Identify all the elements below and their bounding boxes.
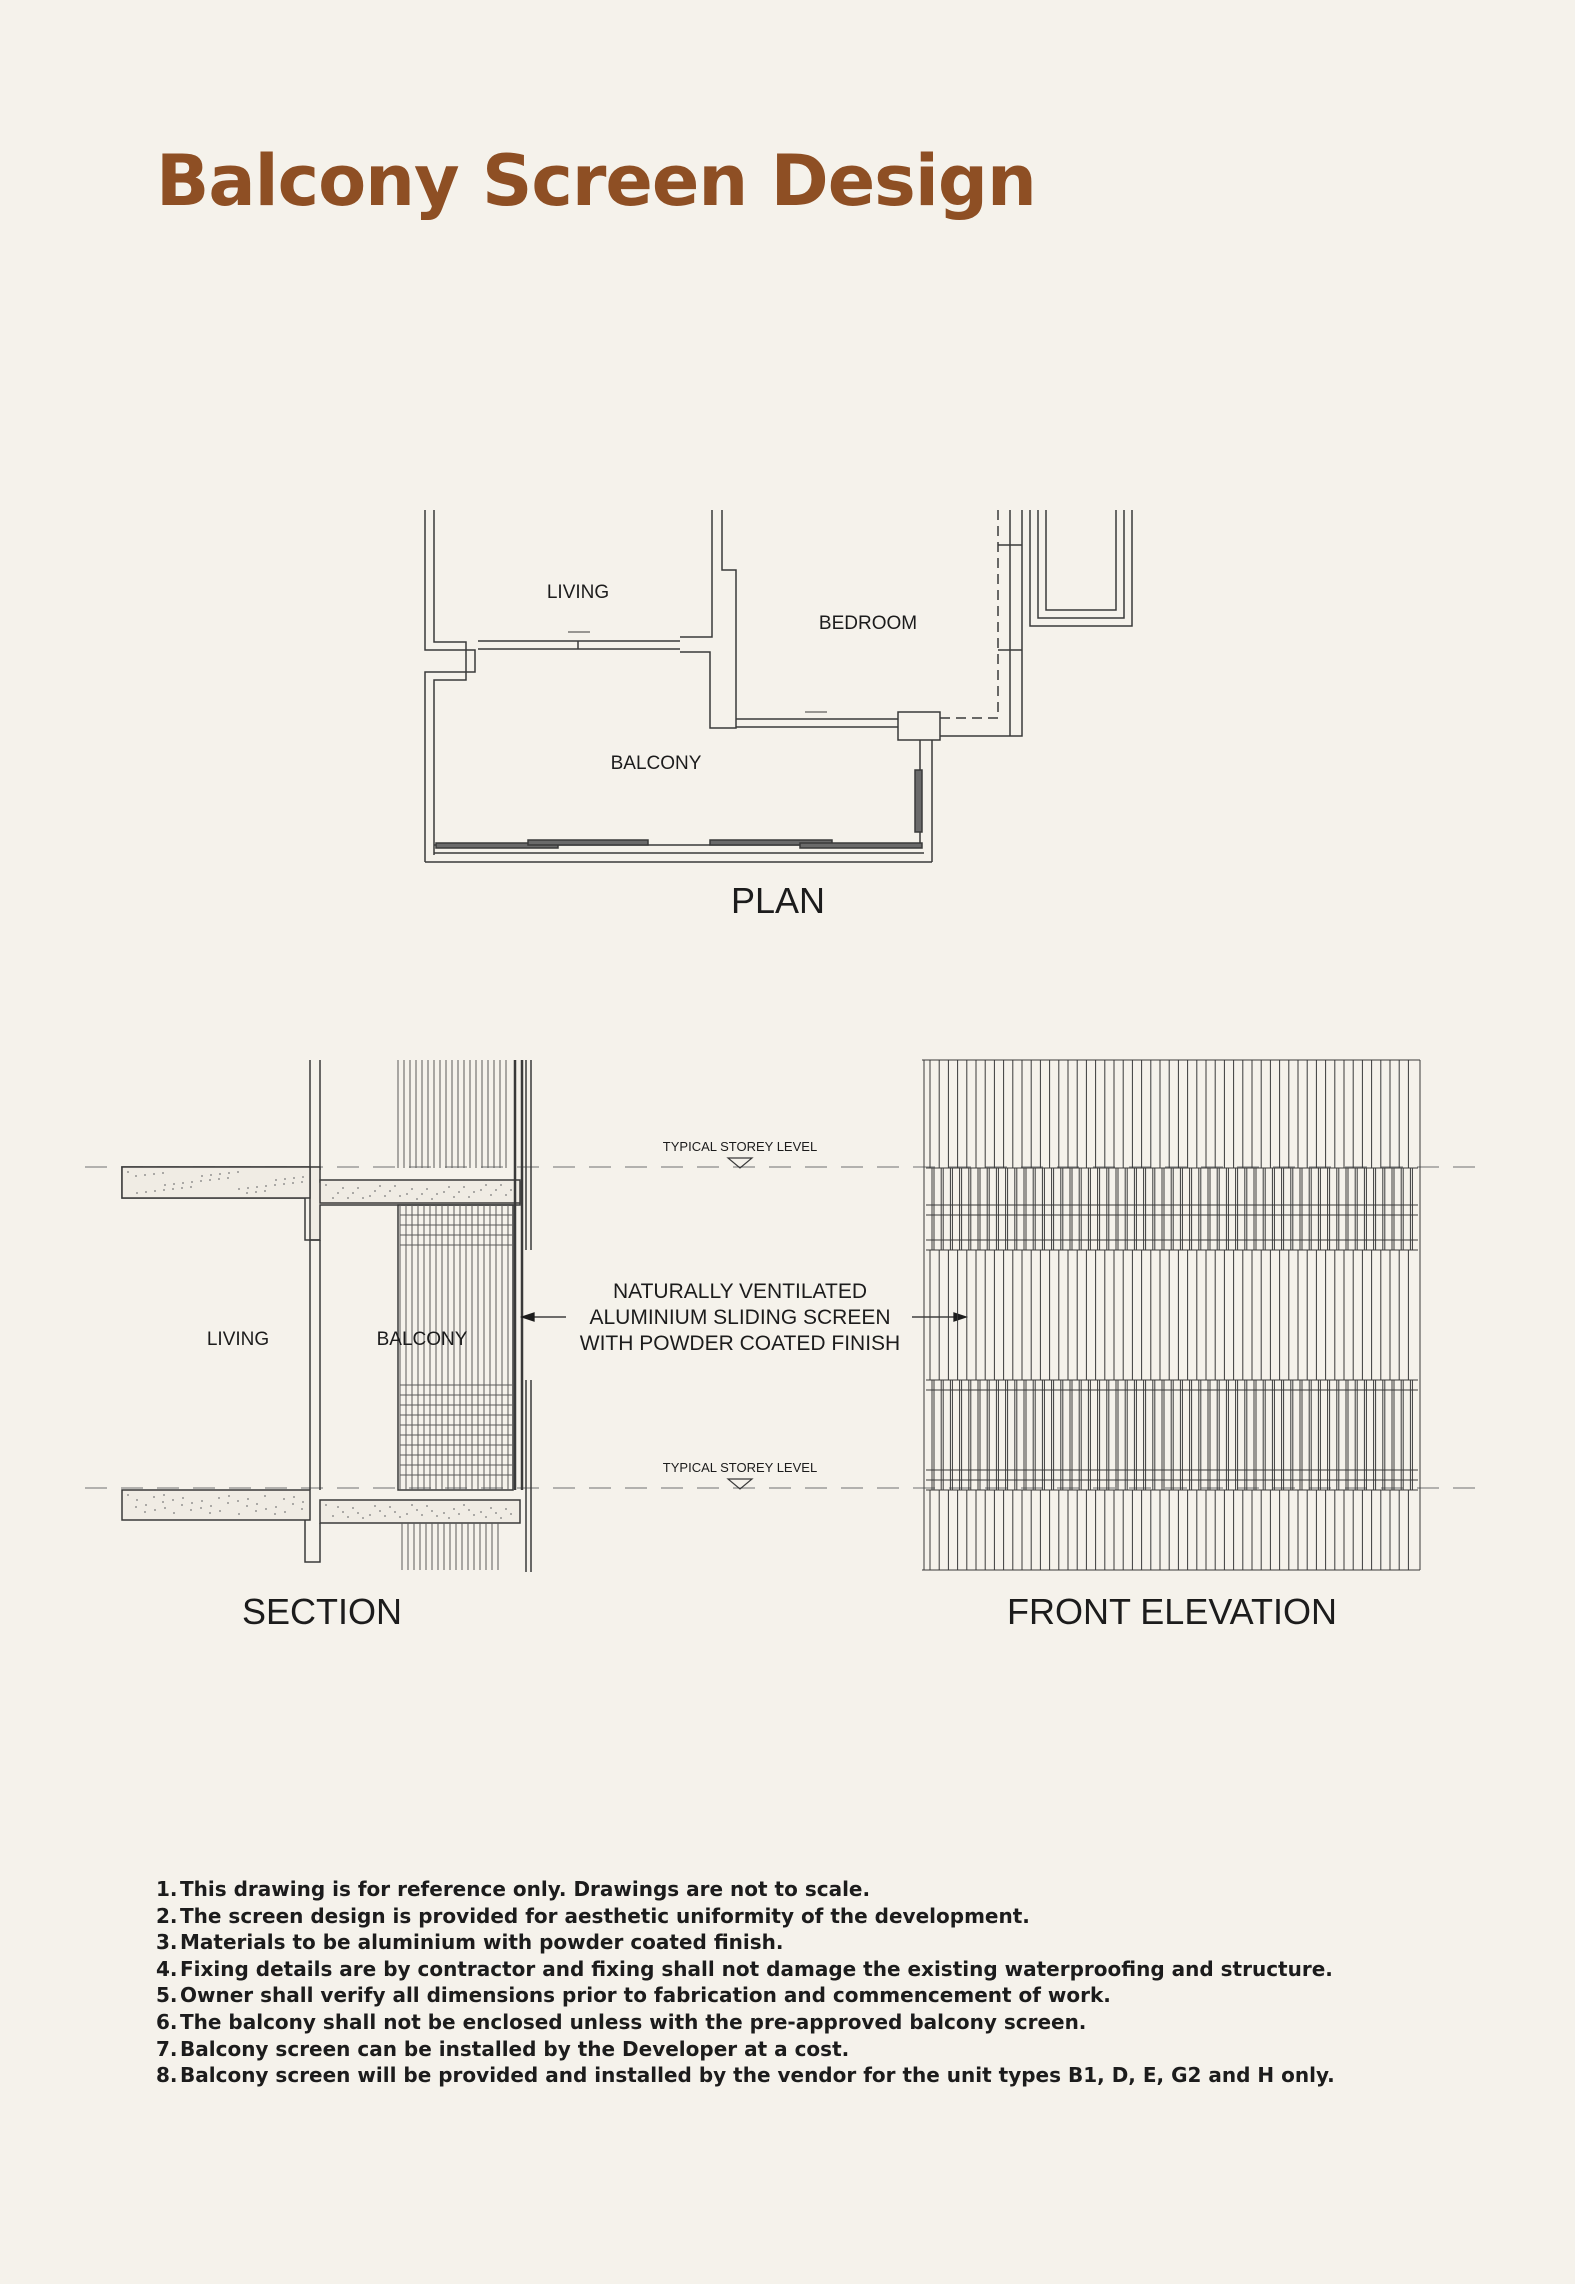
plan-drawing xyxy=(425,510,1132,862)
hatch-dot xyxy=(500,1517,502,1519)
hatch-dot xyxy=(347,1197,349,1199)
note-item xyxy=(156,2062,1335,2089)
hatch-dot xyxy=(145,1191,147,1193)
hatch-dot xyxy=(209,1512,211,1514)
hatch-dot xyxy=(182,1497,184,1499)
hatch-dot xyxy=(144,1511,146,1513)
hatch-dot xyxy=(201,1500,203,1502)
hatch-dot xyxy=(173,1512,175,1514)
hatch-dot xyxy=(480,1189,482,1191)
hatch-dot xyxy=(406,1193,408,1195)
hatch-dot xyxy=(163,1494,165,1496)
hatch-dot xyxy=(463,1186,465,1188)
hatch-dot xyxy=(201,1175,203,1177)
hatch-dot xyxy=(443,1512,445,1514)
hatch-dot xyxy=(219,1173,221,1175)
hatch-dot xyxy=(181,1504,183,1506)
hatch-dot xyxy=(431,1198,433,1200)
hatch-dot xyxy=(436,1193,438,1195)
hatch-dot xyxy=(485,1516,487,1518)
hatch-dot xyxy=(264,1495,266,1497)
hatch-dot xyxy=(302,1176,304,1178)
hatch-dot xyxy=(182,1182,184,1184)
hatch-dot xyxy=(135,1175,137,1177)
elevation-drawing xyxy=(922,1060,1420,1570)
notes-list xyxy=(156,1876,1335,2089)
hatch-dot xyxy=(495,1189,497,1191)
hatch-dot xyxy=(352,1507,354,1509)
hatch-dot xyxy=(337,1192,339,1194)
hatch-dot xyxy=(127,1494,129,1496)
hatch-dot xyxy=(384,1195,386,1197)
hatch-dot xyxy=(293,1177,295,1179)
hatch-dot xyxy=(411,1504,413,1506)
note-number: 6. xyxy=(156,2009,178,2034)
level-label-bottom: TYPICAL STOREY LEVEL xyxy=(662,1460,818,1475)
hatch-dot xyxy=(173,1183,175,1185)
hatch-dot xyxy=(436,1515,438,1517)
note-number: 3. xyxy=(156,1930,178,1955)
hatch-dot xyxy=(453,1508,455,1510)
note-item xyxy=(156,1956,1335,1983)
hatch-dot xyxy=(325,1184,327,1186)
hatch-dot xyxy=(416,1509,418,1511)
note-text: Balcony screen can be installed by the Developer at a cost. xyxy=(180,2036,850,2061)
note-item xyxy=(156,2036,1335,2063)
hatch-dot xyxy=(283,1183,285,1185)
hatch-dot xyxy=(274,1184,276,1186)
plan-label-balcony: BALCONY xyxy=(610,753,702,774)
note-number: 5. xyxy=(156,1983,178,2008)
hatch-dot xyxy=(190,1509,192,1511)
hatch-dot xyxy=(256,1503,258,1505)
hatch-dot xyxy=(394,1185,396,1187)
annotation-line-3: WITH POWDER COATED FINISH xyxy=(579,1332,901,1355)
hatch-dot xyxy=(374,1505,376,1507)
note-item xyxy=(156,2009,1335,2036)
hatch-dot xyxy=(399,1516,401,1518)
hatch-dot xyxy=(374,1190,376,1192)
hatch-dot xyxy=(293,1496,295,1498)
hatch-dot xyxy=(228,1495,230,1497)
hatch-dot xyxy=(416,1198,418,1200)
hatch-dot xyxy=(510,1189,512,1191)
hatch-dot xyxy=(164,1507,166,1509)
note-item xyxy=(156,1929,1335,1956)
hatch-dot xyxy=(154,1190,156,1192)
hatch-dot xyxy=(191,1181,193,1183)
note-number: 7. xyxy=(156,2036,178,2061)
hatch-dot xyxy=(357,1512,359,1514)
hatch-dot xyxy=(431,1510,433,1512)
hatch-dot xyxy=(162,1172,164,1174)
hatch-dot xyxy=(162,1501,164,1503)
hatch-dot xyxy=(458,1513,460,1515)
hatch-dot xyxy=(352,1192,354,1194)
hatch-dot xyxy=(136,1192,138,1194)
annotation-line-1: NATURALLY VENTILATED xyxy=(612,1280,868,1303)
hatch-dot xyxy=(369,1514,371,1516)
hatch-dot xyxy=(190,1186,192,1188)
section-label-balcony: BALCONY xyxy=(376,1329,468,1350)
hatch-dot xyxy=(292,1503,294,1505)
hatch-dot xyxy=(209,1179,211,1181)
hatch-dot xyxy=(332,1197,334,1199)
plan-label-living: LIVING xyxy=(546,582,610,603)
hatch-dot xyxy=(379,1185,381,1187)
hatch-dot xyxy=(154,1509,156,1511)
hatch-dot xyxy=(127,1171,129,1173)
hatch-dot xyxy=(292,1182,294,1184)
hatch-dot xyxy=(237,1171,239,1173)
hatch-dot xyxy=(218,1497,220,1499)
hatch-dot xyxy=(237,1500,239,1502)
hatch-dot xyxy=(379,1510,381,1512)
hatch-dot xyxy=(246,1505,248,1507)
hatch-dot xyxy=(468,1196,470,1198)
hatch-dot xyxy=(256,1186,258,1188)
hatch-dot xyxy=(301,1181,303,1183)
hatch-dot xyxy=(468,1509,470,1511)
plan-caption: PLAN xyxy=(730,880,826,921)
note-number: 2. xyxy=(156,1903,178,1928)
section-caption: SECTION xyxy=(241,1591,403,1632)
hatch-dot xyxy=(453,1196,455,1198)
hatch-dot xyxy=(301,1508,303,1510)
hatch-dot xyxy=(443,1191,445,1193)
hatch-dot xyxy=(284,1511,286,1513)
hatch-dot xyxy=(421,1193,423,1195)
hatch-dot xyxy=(135,1506,137,1508)
hatch-dot xyxy=(347,1516,349,1518)
hatch-dot xyxy=(275,1506,277,1508)
section-label-living: LIVING xyxy=(206,1329,270,1350)
hatch-dot xyxy=(283,1498,285,1500)
hatch-dot xyxy=(500,1184,502,1186)
hatch-dot xyxy=(357,1187,359,1189)
elevation-caption: FRONT ELEVATION xyxy=(1006,1591,1338,1632)
note-text: Balcony screen will be provided and installed by the vendor for the unit types B1, D, E, G2 and H only. xyxy=(180,2063,1335,2088)
hatch-dot xyxy=(490,1507,492,1509)
hatch-dot xyxy=(480,1511,482,1513)
hatch-dot xyxy=(191,1502,193,1504)
hatch-dot xyxy=(325,1504,327,1506)
hatch-dot xyxy=(275,1179,277,1181)
hatch-dot xyxy=(485,1184,487,1186)
note-text: Materials to be aluminium with powder coated finish. xyxy=(180,1930,784,1955)
hatch-dot xyxy=(144,1174,146,1176)
note-number: 4. xyxy=(156,1956,178,1981)
note-item xyxy=(156,1982,1335,2009)
note-item xyxy=(156,1876,1335,1903)
hatch-dot xyxy=(458,1191,460,1193)
hatch-dot xyxy=(389,1190,391,1192)
hatch-dot xyxy=(426,1505,428,1507)
hatch-dot xyxy=(505,1508,507,1510)
hatch-dot xyxy=(227,1177,229,1179)
hatch-dot xyxy=(284,1178,286,1180)
hatch-dot xyxy=(153,1173,155,1175)
hatch-dot xyxy=(181,1187,183,1189)
hatch-dot xyxy=(369,1195,371,1197)
hatch-dot xyxy=(473,1514,475,1516)
hatch-dot xyxy=(342,1187,344,1189)
hatch-dot xyxy=(411,1188,413,1190)
hatch-dot xyxy=(389,1506,391,1508)
hatch-dot xyxy=(510,1513,512,1515)
plan-label-bedroom: BEDROOM xyxy=(818,613,918,634)
hatch-dot xyxy=(421,1514,423,1516)
hatch-dot xyxy=(362,1517,364,1519)
hatch-dot xyxy=(153,1496,155,1498)
hatch-dot xyxy=(238,1188,240,1190)
hatch-dot xyxy=(302,1501,304,1503)
hatch-dot xyxy=(337,1506,339,1508)
hatch-dot xyxy=(384,1515,386,1517)
hatch-dot xyxy=(463,1504,465,1506)
hatch-dot xyxy=(448,1186,450,1188)
level-label-top: TYPICAL STOREY LEVEL xyxy=(662,1139,818,1154)
hatch-dot xyxy=(255,1510,257,1512)
note-text: Owner shall verify all dimensions prior to fabrication and commencement of work. xyxy=(180,1983,1111,2008)
note-text: The balcony shall not be enclosed unless with the pre-approved balcony screen. xyxy=(180,2009,1087,2034)
hatch-dot xyxy=(505,1194,507,1196)
hatch-dot xyxy=(495,1512,497,1514)
note-item xyxy=(156,1903,1335,1930)
note-text: This drawing is for reference only. Drawings are not to scale. xyxy=(180,1877,871,1901)
hatch-dot xyxy=(490,1194,492,1196)
hatch-dot xyxy=(163,1189,165,1191)
hatch-dot xyxy=(164,1184,166,1186)
hatch-dot xyxy=(342,1511,344,1513)
hatch-dot xyxy=(265,1185,267,1187)
hatch-dot xyxy=(210,1174,212,1176)
hatch-dot xyxy=(145,1504,147,1506)
hatch-dot xyxy=(227,1502,229,1504)
note-text: Fixing details are by contractor and fixing shall not damage the existing waterproofing and structure. xyxy=(180,1956,1333,1981)
hatch-dot xyxy=(473,1191,475,1193)
hatch-dot xyxy=(172,1188,174,1190)
section-screen-slats xyxy=(398,1060,512,1570)
hatch-dot xyxy=(246,1192,248,1194)
hatch-dot xyxy=(218,1178,220,1180)
note-text: The screen design is provided for aesthetic uniformity of the development. xyxy=(180,1903,1030,1928)
hatch-dot xyxy=(394,1511,396,1513)
hatch-dot xyxy=(406,1513,408,1515)
hatch-dot xyxy=(228,1172,230,1174)
note-number: 8. xyxy=(156,2063,178,2088)
hatch-dot xyxy=(274,1513,276,1515)
hatch-dot xyxy=(210,1505,212,1507)
hatch-dot xyxy=(332,1515,334,1517)
hatch-dot xyxy=(200,1507,202,1509)
page-title: Balcony Screen Design xyxy=(156,140,1036,222)
hatch-dot xyxy=(448,1517,450,1519)
hatch-dot xyxy=(200,1180,202,1182)
hatch-dot xyxy=(238,1513,240,1515)
hatch-dot xyxy=(219,1510,221,1512)
hatch-dot xyxy=(172,1499,174,1501)
annotation-line-2: ALUMINIUM SLIDING SCREEN xyxy=(589,1306,891,1329)
hatch-dot xyxy=(247,1187,249,1189)
hatch-dot xyxy=(255,1191,257,1193)
hatch-dot xyxy=(265,1508,267,1510)
hatch-dot xyxy=(362,1197,364,1199)
hatch-dot xyxy=(426,1188,428,1190)
hatch-dot xyxy=(247,1498,249,1500)
hatch-dot xyxy=(264,1190,266,1192)
hatch-dot xyxy=(136,1499,138,1501)
hatch-dot xyxy=(399,1195,401,1197)
note-number: 1. xyxy=(156,1877,178,1901)
